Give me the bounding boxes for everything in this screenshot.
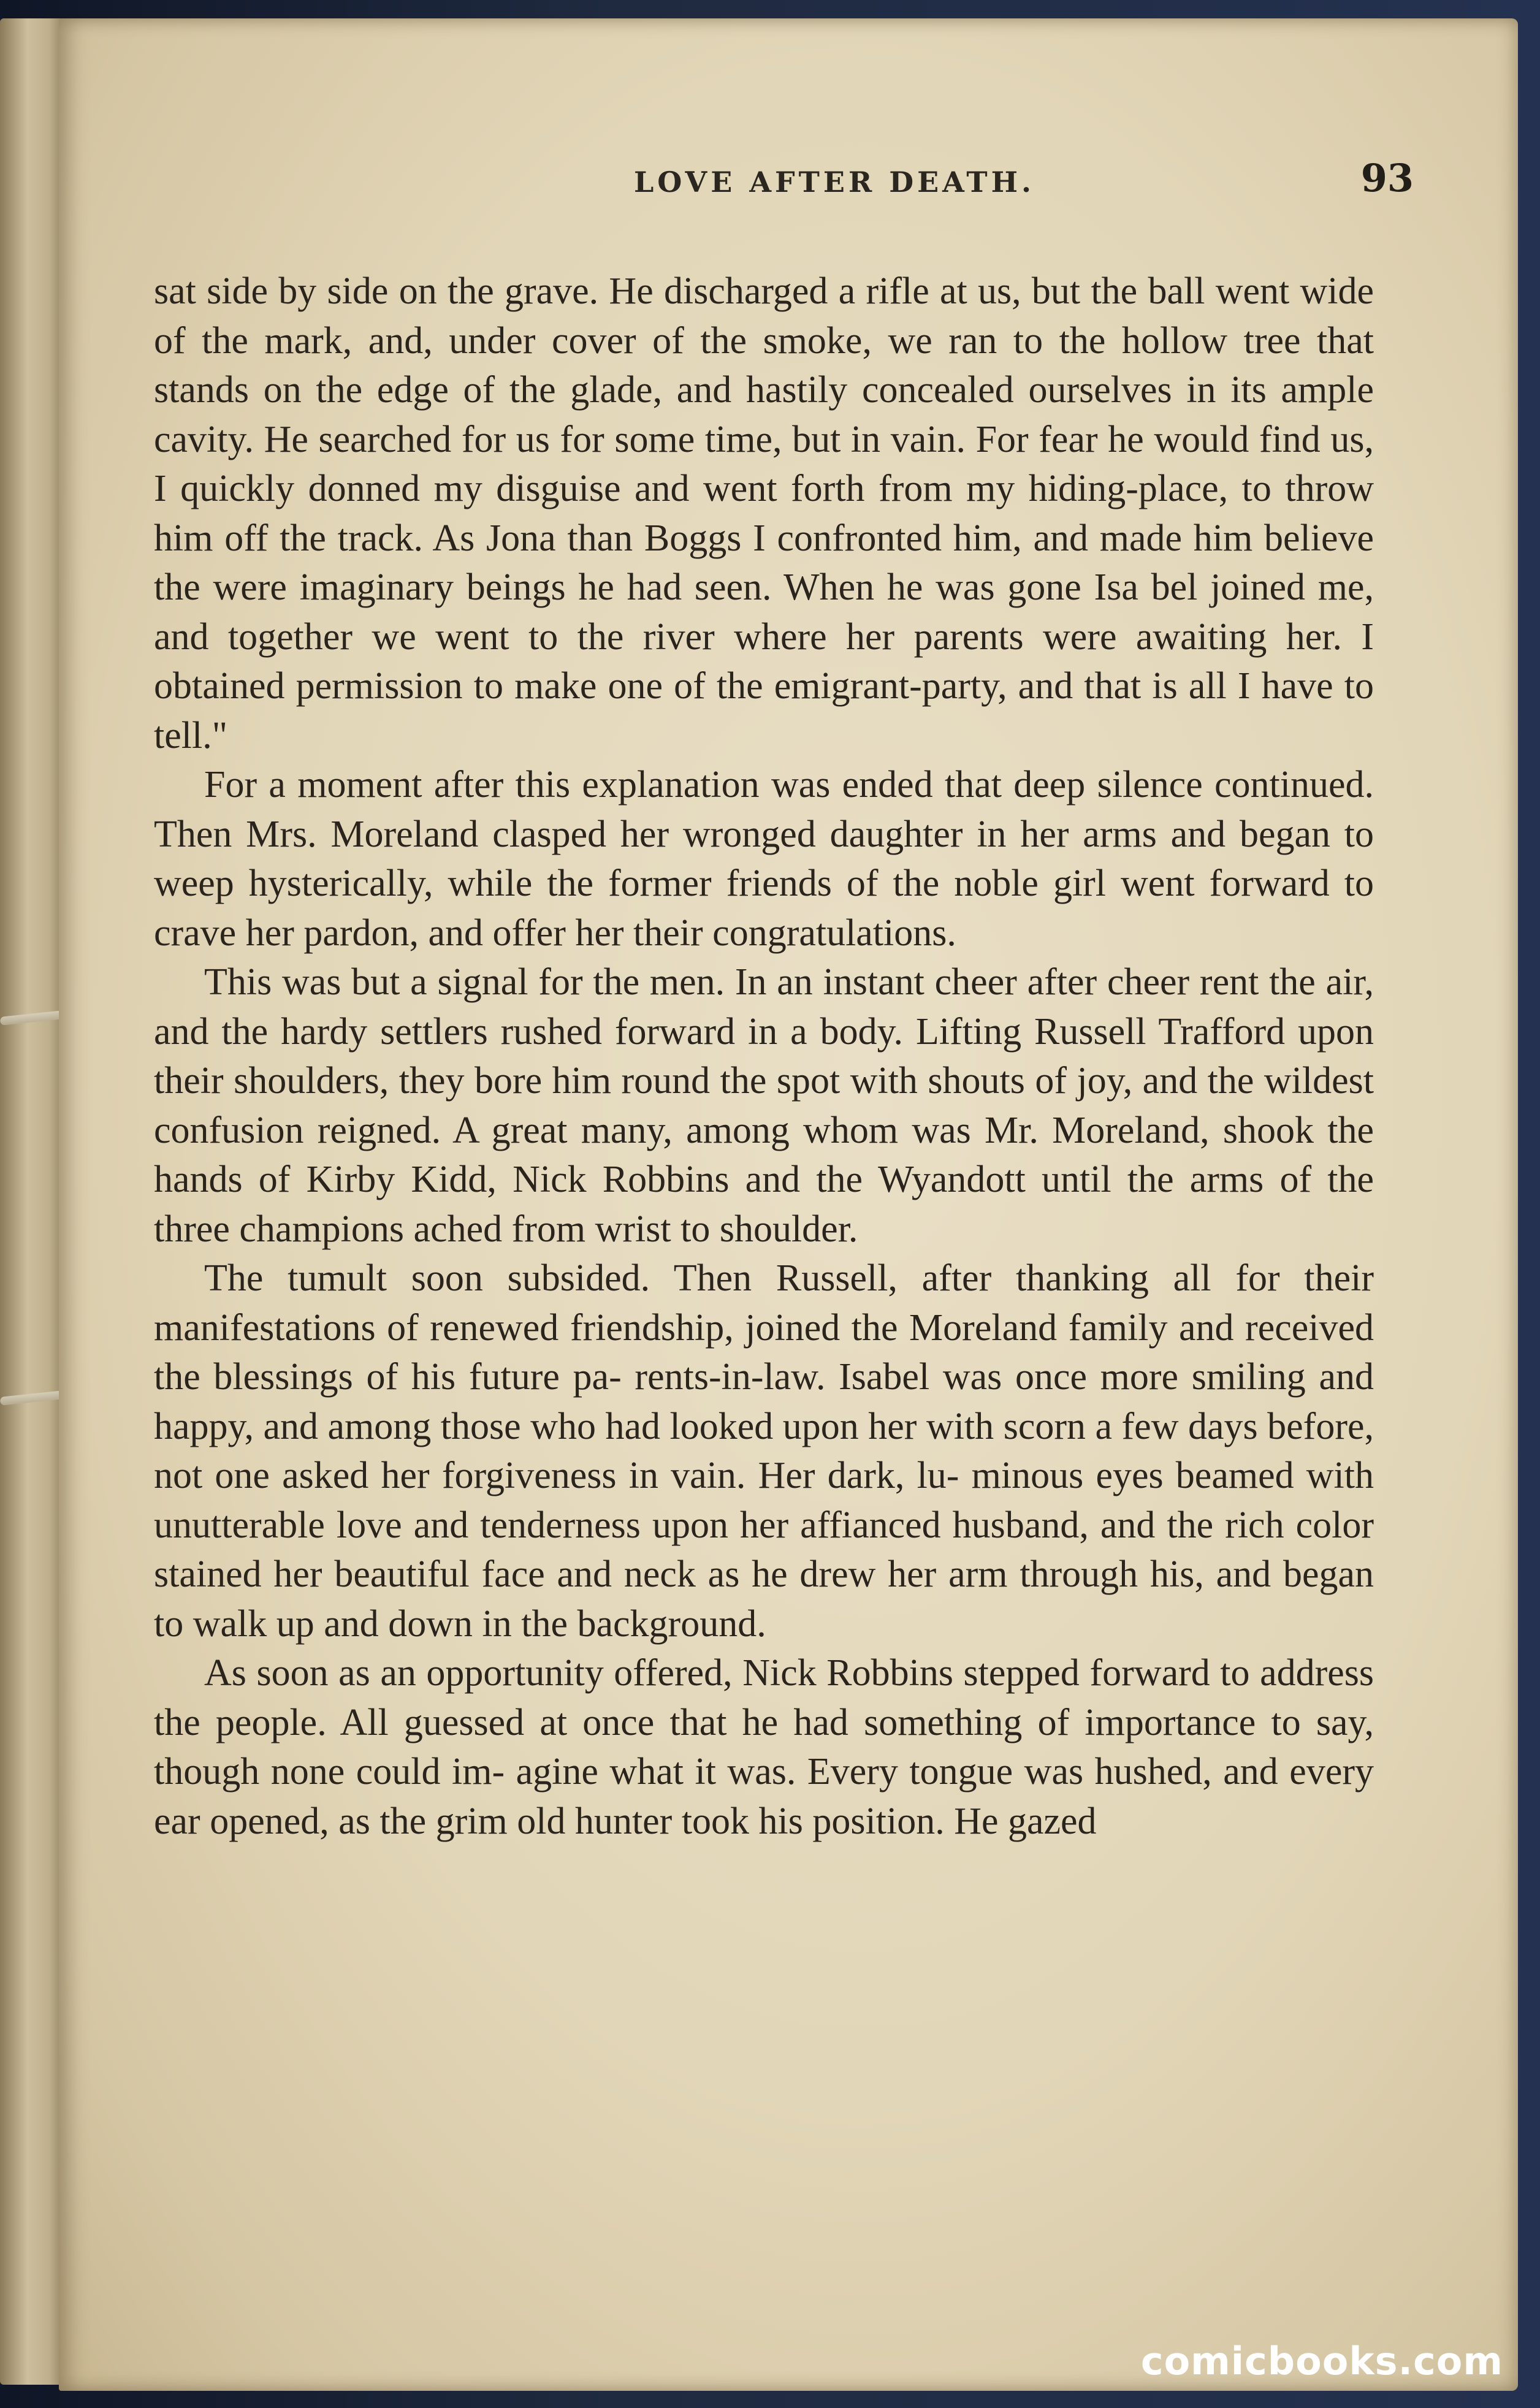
text-line: sat side by side on the grave. He discharged a rifle at us, but: [154, 270, 1081, 312]
text-line: before, not one asked her forgiveness in vain. Her dark, lu-: [154, 1405, 1374, 1496]
text-line: all for their manifestations of renewed friendship, joined the: [154, 1257, 1374, 1349]
text-line: from my hiding-place, to throw him off the track. As Jona: [154, 468, 1374, 559]
page-header: [157, 153, 1414, 208]
text-line: ached from wrist to shoulder.: [413, 1208, 858, 1250]
text-line: would find us, I quickly donned my disguise and went forth: [154, 418, 1374, 509]
watermark: comicbooks.com: [1140, 2339, 1503, 2383]
text-line: began to walk up and down in the background.: [154, 1553, 1374, 1645]
text-line: rents-in-law. Isabel was once more smiling and happy, and: [154, 1356, 1374, 1447]
text-line: He searched for us for some time, but in vain. For fear he: [264, 418, 1144, 460]
text-line: As soon as an opportunity offered, Nick Robbins stepped: [204, 1652, 1080, 1694]
page-number: 93: [1360, 156, 1414, 200]
text-line: than Boggs I confronted him, and made him believe the: [154, 517, 1374, 608]
book-page: [59, 18, 1518, 2391]
text-line: among those who had looked upon her with scorn a few days: [327, 1405, 1258, 1447]
text-line: the glade, and hastily concealed ourselves in its ample cavity.: [154, 369, 1374, 460]
text-line: the former friends of the noble girl went forward to crave: [154, 863, 1374, 954]
text-line: her pardon, and offer her their congratulations.: [245, 912, 956, 954]
text-line: smoke, we ran to the hollow tree that stands on the edge of: [154, 319, 1374, 411]
text-line: The tumult soon subsided. Then Russell, after thanking: [204, 1257, 1149, 1299]
text-line: bel joined me, and together we went to the river where her: [154, 566, 1374, 658]
body-text: [154, 267, 1374, 1846]
text-line: in a body. Lifting Russell Trafford upon their shoulders,: [154, 1010, 1374, 1102]
text-line: one of the emigrant-party, and that is all I have to tell.": [154, 665, 1374, 756]
text-line: and the Wyandott until the arms of the three champions: [154, 1159, 1374, 1250]
text-line: upon her affianced husband, and the rich color stained her: [154, 1504, 1374, 1595]
previous-page-edge: [0, 18, 61, 2385]
paragraph: [154, 1648, 1374, 1846]
text-line: beautiful face and neck as he drew her arm through his, and: [334, 1553, 1271, 1595]
text-line: agine what it was. Every tongue was hushed, and every ear: [154, 1751, 1374, 1842]
text-line: Moreland family and received the blessings of his future pa-: [154, 1306, 1374, 1398]
paragraph: [154, 958, 1374, 1254]
text-line: silence continued. Then Mrs. Moreland clasped her wronged: [154, 764, 1374, 855]
text-line: wildest confusion reigned. A great many, among whom was: [154, 1060, 1374, 1151]
text-line: For a moment after this explanation was ended that deep: [204, 764, 1086, 806]
text-line: they bore him round the spot with shouts of joy, and the: [398, 1060, 1254, 1102]
text-line: This was but a signal for the men. In an instant cheer: [204, 961, 1017, 1003]
paragraph: [154, 1254, 1374, 1648]
text-line: had something of importance to say, though none could im-: [154, 1701, 1374, 1793]
text-line: the ball went wide of the mark, and, under cover of the: [154, 270, 1374, 362]
text-line: after cheer rent the air, and the hardy settlers rushed forward: [154, 961, 1374, 1053]
paragraph: [154, 760, 1374, 958]
text-line: opened, as the grim old hunter took his position. He gazed: [210, 1800, 1097, 1842]
paragraph: [154, 267, 1374, 760]
text-line: daughter in her arms and began to weep hysterically, while: [154, 813, 1374, 904]
running-head: LOVE AFTER DEATH.: [633, 166, 1035, 199]
text-line: minous eyes beamed with unutterable love and tenderness: [154, 1455, 1374, 1546]
text-line: parents were awaiting her. I obtained permission to make: [154, 615, 1374, 707]
text-line: were imaginary beings he had seen. When he was gone Isa: [213, 566, 1138, 608]
text-line: forward to address the people. All guessed at once that he: [154, 1652, 1374, 1743]
text-line: Mr. Moreland, shook the hands of Kirby Kidd, Nick Robbins: [154, 1109, 1374, 1200]
